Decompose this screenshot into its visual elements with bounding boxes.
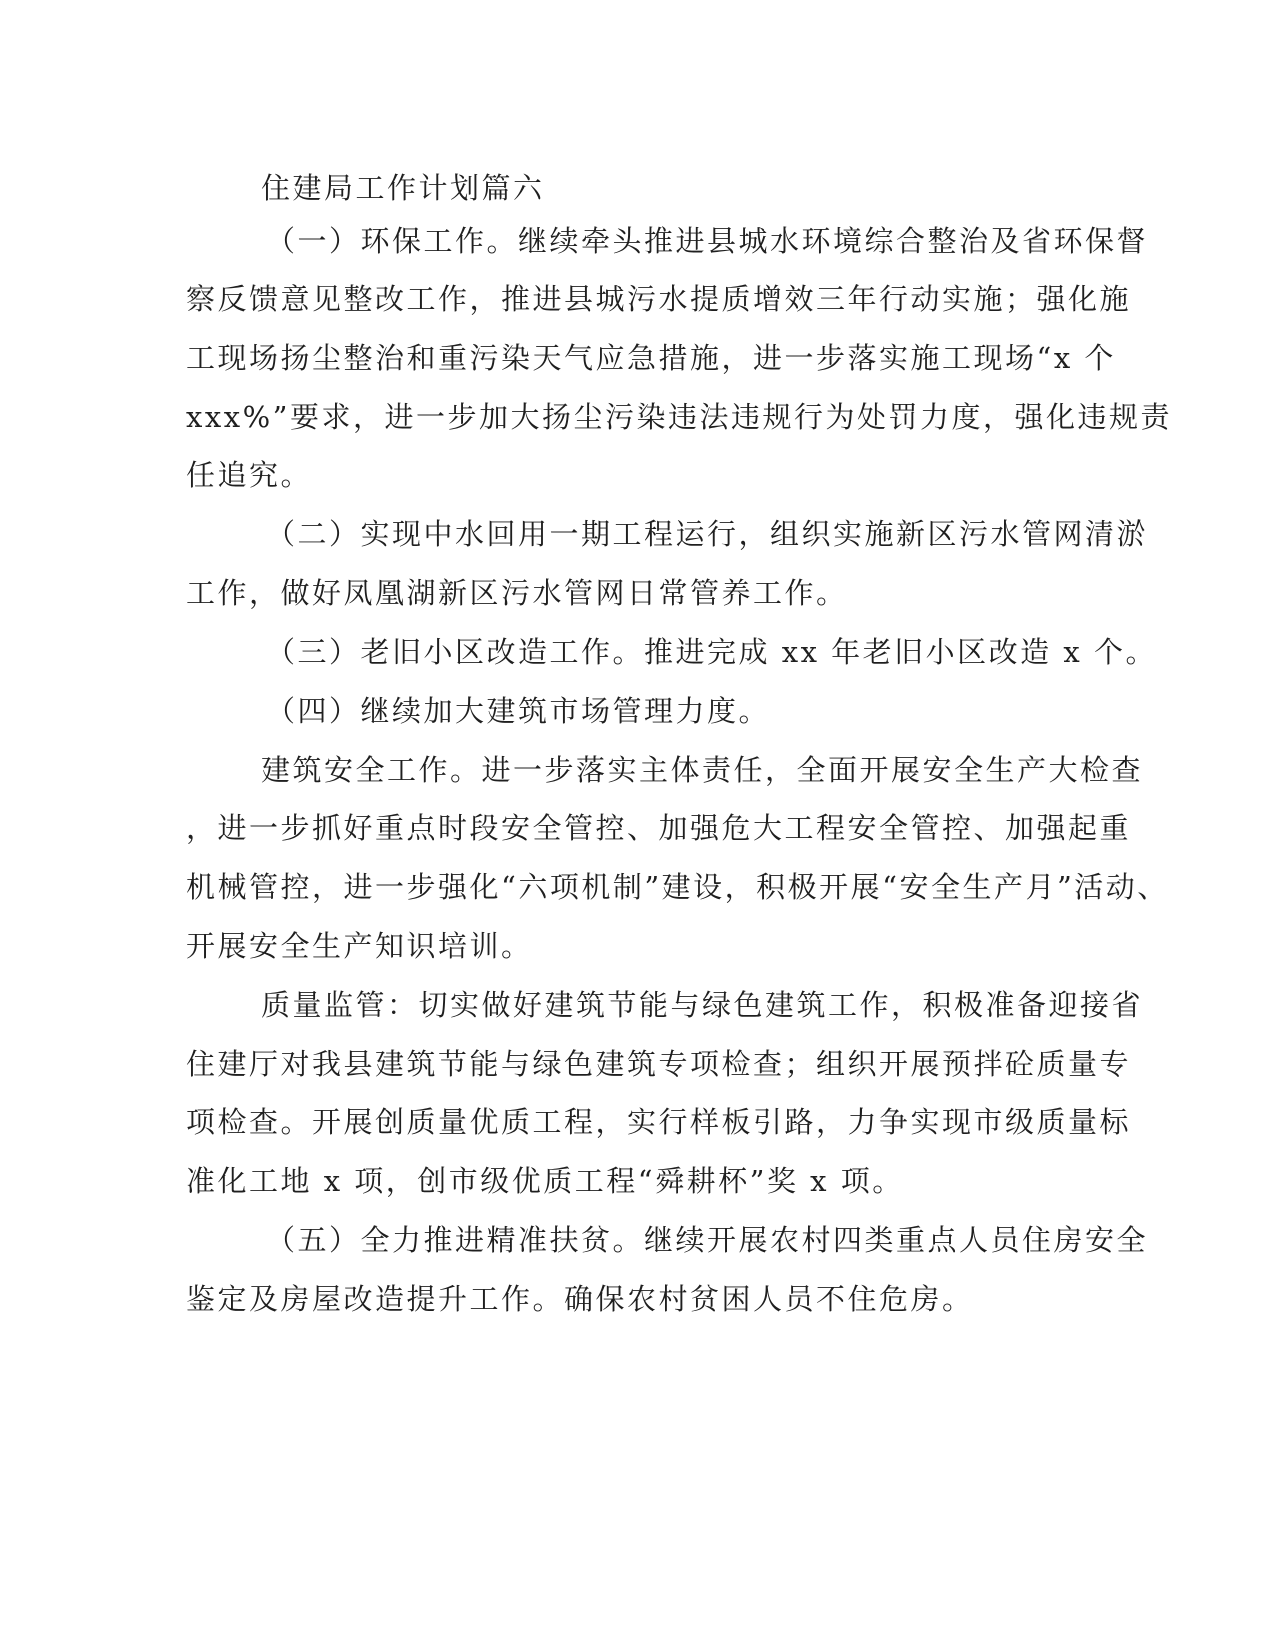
paragraph-4: （四）继续加大建筑市场管理力度。 bbox=[266, 694, 771, 728]
paragraph-1-line-5: 任追究。 bbox=[186, 458, 313, 492]
paragraph-1-line-4: xxx%”要求，进一步加大扬尘污染违法违规行为处罚力度，强化违规责 bbox=[186, 400, 1172, 434]
paragraph-2-line-2: 工作，做好凤凰湖新区污水管网日常管养工作。 bbox=[186, 576, 848, 610]
paragraph-6-line-1: 质量监管：切实做好建筑节能与绿色建筑工作，积极准备迎接省 bbox=[261, 988, 1144, 1022]
paragraph-1-line-2: 察反馈意见整改工作，推进县城污水提质增效三年行动实施；强化施 bbox=[186, 282, 1132, 316]
paragraph-2-line-1: （二）实现中水回用一期工程运行，组织实施新区污水管网清淤 bbox=[266, 517, 1149, 551]
paragraph-6-line-3: 项检查。开展创质量优质工程，实行样板引路，力争实现市级质量标 bbox=[186, 1105, 1132, 1139]
paragraph-6-line-4: 准化工地 x 项，创市级优质工程“舜耕杯”奖 x 项。 bbox=[186, 1164, 904, 1198]
paragraph-5-line-1: 建筑安全工作。进一步落实主体责任，全面开展安全生产大检查 bbox=[261, 753, 1144, 787]
paragraph-5-line-4: 开展安全生产知识培训。 bbox=[186, 929, 533, 963]
paragraph-5-line-2: ，进一步抓好重点时段安全管控、加强危大工程安全管控、加强起重 bbox=[186, 811, 1132, 845]
paragraph-5-line-3: 机械管控，进一步强化“六项机制”建设，积极开展“安全生产月”活动、 bbox=[186, 870, 1169, 904]
paragraph-7-line-2: 鉴定及房屋改造提升工作。确保农村贫困人员不住危房。 bbox=[186, 1282, 974, 1316]
document-title: 住建局工作计划篇六 bbox=[261, 171, 545, 205]
paragraph-1-line-3: 工现场扬尘整治和重污染天气应急措施，进一步落实施工现场“x 个 bbox=[186, 341, 1116, 375]
paragraph-3: （三）老旧小区改造工作。推进完成 xx 年老旧小区改造 x 个。 bbox=[266, 635, 1157, 669]
paragraph-1-line-1: （一）环保工作。继续牵头推进县城水环境综合整治及省环保督 bbox=[266, 224, 1149, 258]
paragraph-7-line-1: （五）全力推进精准扶贫。继续开展农村四类重点人员住房安全 bbox=[266, 1223, 1149, 1257]
paragraph-6-line-2: 住建厅对我县建筑节能与绿色建筑专项检查；组织开展预拌砼质量专 bbox=[186, 1047, 1132, 1081]
